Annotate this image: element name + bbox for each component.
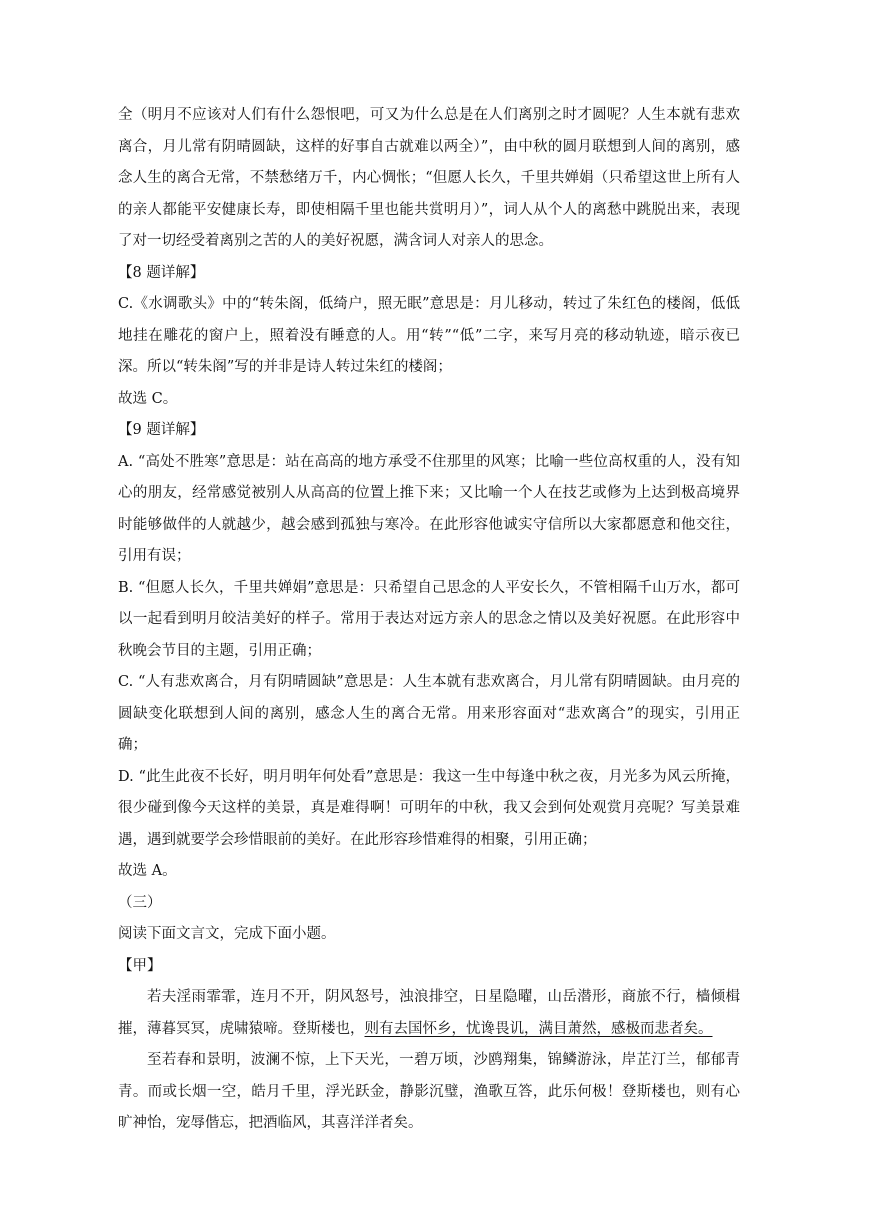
question-9-answer: 故选 A。 [118, 863, 177, 879]
question-8-answer: 故选 C。 [118, 390, 178, 407]
question-9-option-b: B. “但愿人长久，千里共婵娟”意思是：只希望自己思念的人平安长久，不管相隔千山万水，都可以一起看到明月皎洁美好的样子。常用于表达对远方亲人的思念之情以及美好祝愿。在此形容中秋晚会节目的主题，引用正确； [118, 579, 740, 659]
reading-instruction: 阅读下面文言文，完成下面小题。 [118, 926, 336, 942]
question-8-explanation: C.《水调歌头》中的“转朱阁，低绮户，照无眠”意思是：月儿移动，转过了朱红色的楼阁，低低地挂在雕花的窗户上，照着没有睡意的人。用“转”“低”二字，来写月亮的移动轨迹，暗示夜已深。所以“转朱阁”写的并非是诗人转过朱红的楼阁； [118, 296, 740, 375]
question-9-heading: 【9 题详解】 [118, 422, 205, 438]
underlined-sentence: 则有去国怀乡，忧谗畏讥，满目萧然，感极而悲者矣。 [364, 1020, 713, 1037]
question-9-option-c: C. “人有悲欢离合，月有阴晴圆缺”意思是：人生本就有悲欢离合，月儿常有阴晴圆缺。由月亮的圆缺变化联想到人间的离别，感念人生的离合无常。用来形容面对“悲欢离合”的现实，引用正确； [118, 674, 740, 753]
question-9-option-a: A. “高处不胜寒”意思是：站在高高的地方承受不住那里的风寒；比喻一些位高权重的人，没有知心的朋友，经常感觉被别人从高高的位置上推下来；又比喻一个人在技艺或修为上达到极高境界时能够做伴的人就越少，越会感到孤独与寒冷。在此形容他诚实守信所以大家都愿意和他交往，引用有误； [118, 453, 740, 564]
passage-label-jia: 【甲】 [118, 957, 162, 974]
section-heading: （三） [118, 894, 162, 911]
passage-paragraph-2: 至若春和景明，波澜不惊，上下天光，一碧万顷，沙鸥翔集，锦鳞游泳，岸芷汀兰，郁郁青青。而或长烟一空，皓月千里，浮光跃金，静影沉璧，渔歌互答，此乐何极！登斯楼也，则有心旷神怡，宠辱偕忘，把酒临风，其喜洋洋者矣。 [118, 1052, 740, 1131]
passage-paragraph-1-text: 若夫淫雨霏霏，连月不开，阴风怒号，浊浪排空，日星隐曜，山岳潜形，商旅不行，樯倾楫摧，薄暮冥冥，虎啸猿啼。登斯楼也， [118, 989, 740, 1037]
question-8-heading: 【8 题详解】 [118, 264, 205, 281]
document-page [118, 100, 740, 1140]
question-9-option-d: D. “此生此夜不长好，明月明年何处看”意思是：我这一生中每逢中秋之夜，月光多为风云所掩，很少碰到像今天这样的美景，真是难得啊！可明年的中秋，我又会到何处观赏月亮呢？写美景难遇，遇到就要学会珍惜眼前的美好。在此形容珍惜难得的相聚，引用正确； [118, 768, 740, 848]
answer-paragraph-continued: 全（明月不应该对人们有什么怨恨吧，可又为什么总是在人们离别之时才圆呢？人生本就有悲欢离合，月儿常有阴晴圆缺，这样的好事自古就难以两全）”，由中秋的圆月联想到人间的离别，感念人生的离合无常，不禁愁绪万千，内心惆怅；“但愿人长久，千里共婵娟（只希望这世上所有人的亲人都能平安健康长寿，即使相隔千里也能共赏明月）”，词人从个人的离愁中跳脱出来，表现了对一切经受着离别之苦的人的美好祝愿，满含词人对亲人的思念。 [118, 107, 740, 249]
passage-paragraph-1 [118, 982, 740, 1045]
